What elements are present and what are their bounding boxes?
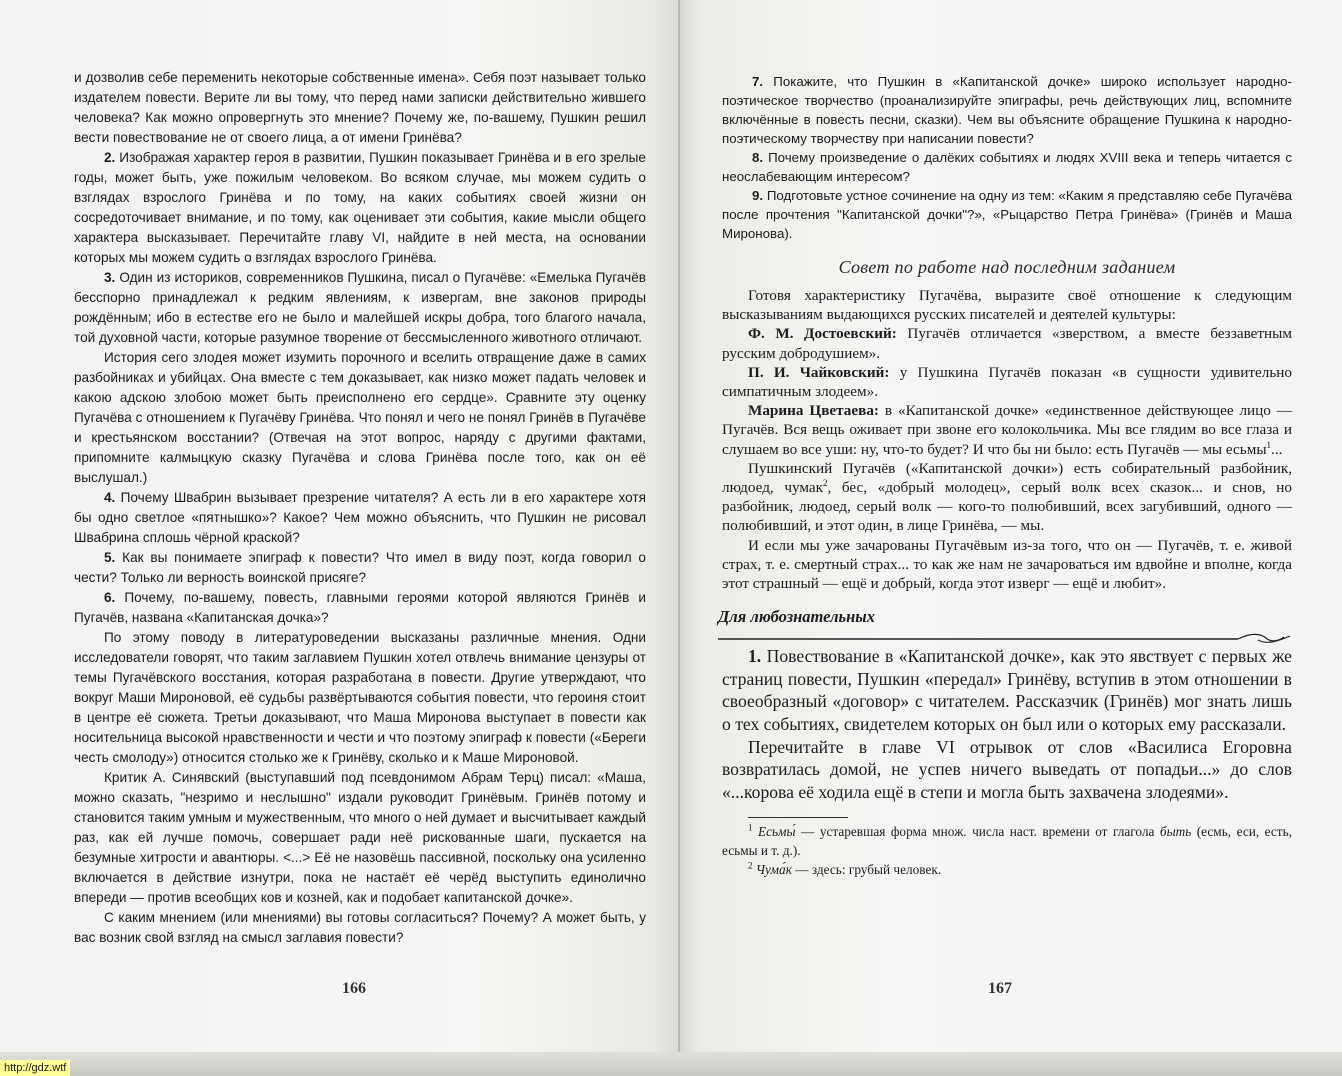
question-text: Почему произведение о далёких событиях и людях XVIII века и теперь читается с неослабевающим интересом? [722, 150, 1292, 184]
footnote-2 [722, 860, 1292, 879]
footnote-mark: 2 [822, 477, 828, 488]
footnote-term: быть [1159, 824, 1192, 840]
left-page-text [74, 68, 646, 948]
paragraph: История сего злодея может изумить порочного и вселить отвращение даже в самих разбойниках и убийцах. Она вместе с тем доказывает, как низко может падать человек и какою адскою злобою может быть преисполнено его сердце». Сравните эту оценку Пугачёва с отношением к Пугачёву Гринёва. Что понял и чего не понял Гринёв в Пугачёве и крестьянском восстании? (Отвечая на этот вопрос, наряду с другими фактами, припомните калмыцкую сказку Пугачёва и слова Гринёва после того, как он её выслушал.) [74, 350, 646, 485]
question-6 [74, 588, 646, 628]
quote-author: Марина Цветаева: [748, 402, 879, 420]
question-text: Подготовьте устное сочинение на одну из тем: «Каким я представляю себе Пугачёва после прочтения "Капитанской дочки"?», «Рыцарство Петра Гринёва» (Гринёв и Маша Миронова). [722, 188, 1292, 241]
question-number: 4. [104, 490, 116, 505]
question-number: 3. [104, 270, 116, 285]
ornament-divider [718, 631, 1292, 645]
question-text: Почему Швабрин вызывает презрение читателя? А есть ли в его характере хотя бы одно светлое «пятнышко»? Какое? Чем можно объяснить, что Пушкин не рисовал Швабрина сплошь чёрной краской? [74, 490, 647, 545]
question-number: 5. [104, 550, 116, 565]
quote-text: Пушкинский Пугачёв («Капитанской дочки») есть собирательный разбойник, людоед, чумак [722, 459, 1292, 497]
footnote-text: — устаревшая форма множ. числа наст. времени от глагола [795, 824, 1160, 840]
quote-text: ... [1271, 440, 1283, 458]
questions-block [722, 72, 1292, 243]
left-page [0, 0, 680, 1060]
footnote-rule [748, 817, 848, 818]
quote-tchaikovsky [722, 363, 1292, 401]
paragraph-text: Повествование в «Капитанской дочке», как это явствует с первых же страниц повести, Пушкин «передал» Гринёву, вступив в этом отношении в своеобразный «договор» с читателем. Рассказчик (Гринёв) мог знать лишь о тех событиях, свидетелем которых он был или о которых ему рассказали. [722, 646, 1292, 735]
question-7 [722, 72, 1292, 148]
question-text: Один из историков, современников Пушкина, писал о Пугачёве: «Емелька Пугачёв бесспорно принадлежал к редким явлениям, к извергам, вне законов природы рождённым; ибо в естестве его не было и малейшей искры добра, того благого начала, той духовной части, которые разумное творение от бессмысленного животного отличают. [74, 270, 646, 345]
paragraph: и дозволив себе переменить некоторые собственные имена». Себя поэт называет только издателем повести. Верите ли вы тому, что перед нами записки действительно жившего человека? Как можно опровергнуть это мнение? Почему же, по-вашему, Пушкин решил вести повествование не от своего лица, а от имени Гринёва? [74, 70, 646, 145]
right-page-text [718, 72, 1293, 879]
footnote-text: — здесь: грубый человек. [791, 862, 942, 878]
question-number: 2. [104, 150, 116, 165]
page-edge-shadow [0, 1052, 1342, 1076]
quote-text: , бес, «добрый молодец», серый волк всех сказок... и снов, но разбойник, людоед, серый волк — кого-то полюбивший, всех загубивший, одного — полюбивший, и этот один, в лице Гринёва, — мы. [722, 479, 1292, 535]
question-9 [722, 186, 1292, 243]
footnote-mark: 1 [1266, 439, 1272, 450]
question-5 [74, 548, 646, 588]
advice-block [722, 286, 1292, 593]
footnote-1 [722, 822, 1292, 860]
curious-block [722, 645, 1292, 803]
paragraph: По этому поводу в литературоведении высказаны различные мнения. Одни исследователи говорят, что таким заглавием Пушкин хотел отвлечь внимание цензуры от темы Пугачёвского восстания, которая разработана в повести. Другие утверждают, что вокруг Маши Мироновой, её судьбы развёртываются события повести, что героиня стоит в центре её сюжета. Третьи доказывают, что Маша Миронова выступает в повести как носительница высокой нравственности и чести и что поэтому эпиграф к повести («Береги честь смолоду») относится столько же к Гринёву, сколько и к Маше Мироновой. [74, 630, 646, 765]
page-number: 166 [342, 980, 366, 997]
paragraph: С каким мнением (или мнениями) вы готовы согласиться? Почему? А может быть, у вас возник свой взгляд на смысл заглавия повести? [74, 910, 646, 945]
paragraph: Готовя характеристику Пугачёва, выразите своё отношение к следующим высказываниям выдающихся русских писателей и деятелей культуры: [722, 287, 1292, 324]
paragraph [722, 459, 1292, 536]
footnote-mark: 2 [748, 860, 753, 871]
question-3 [74, 268, 646, 348]
footnote-text: (есмь, еси, есть, есьмы и т. д.). [722, 824, 1292, 859]
question-number: 8. [752, 150, 764, 165]
quote-text: в «Капитанской дочке» «единственное действующее лицо — Пугачёв. Вся вещь оживает при звоне его колокольчика. Мы все глядим во все глаза и слушаем во все уши: ну, что-то будет? И что бы ни было: есть Пугачёв — мы есьмы [722, 402, 1293, 458]
footnote-term: Чума́к [755, 862, 792, 878]
quote-author: Ф. М. Достоевский: [748, 325, 897, 343]
paragraph: Критик А. Синявский (выступавший под псевдонимом Абрам Терц) писал: «Маша, можно сказать, "незримо и неслышно" издали руководит Гринёвым. Гринёв потому и становится таким умным и мужественным, что много о ней думает и высчитывает каждый раз, как ей лучше помочь, совершает ради неё рискованные шаги, пускается на безумные хитрости и авантюры. <...> Её не назовёшь пассивной, поскольку она усиленно включается в действие изнутри, пока не настаёт её черёд выступить единолично впереди — против всеобщих ков и козней, как и подобает капитанской дочке». [74, 770, 646, 905]
question-text: Изображая характер героя в развитии, Пушкин показывает Гринёва и в его зрелые годы, может быть, уже пожилым человеком. Во всяком случае, мы можем судить о взглядах взрослого Гринёва и по тому, на каких событиях своей жизни он сосредоточивает внимание, и по тому, как оценивает эти события, какие мысли общего характера высказывает. Перечитайте главу VI, найдите в ней места, на основании которых мы можем судить о взглядах взрослого Гринёва. [74, 150, 646, 265]
question-2 [74, 148, 646, 268]
question-8 [722, 148, 1292, 186]
right-page [680, 0, 1342, 1060]
page-number: 167 [988, 980, 1012, 997]
question-number: 9. [752, 188, 764, 203]
footnote-mark: 1 [748, 822, 753, 833]
question-text: Почему, по-вашему, повесть, главными героями которой являются Гринёв и Пугачёв, названа «Капитанская дочка»? [74, 590, 646, 625]
question-number: 6. [104, 590, 116, 605]
footnotes [722, 817, 1292, 879]
question-text: Как вы понимаете эпиграф к повести? Что имел в виду поэт, когда говорил о чести? Только ли верность воинской присяге? [74, 550, 646, 585]
quote-text: Пугачёв отличается «зверством, а вместе беззаветным русским добродушием». [722, 325, 1292, 362]
paragraph: И если мы уже зачарованы Пугачёвым из-за того, что он — Пугачёв, т. е. живой страх, т. е. смертный страх... то как же нам не зачароваться им вдвойне и вполне, когда этот страшный — ещё и добрый, когда этот изверг — ещё и любит». [722, 536, 1292, 593]
quote-dostoevsky [722, 324, 1292, 362]
question-text: Покажите, что Пушкин в «Капитанской дочке» широко использует народно-поэтическое творчество (проанализируйте эпиграфы, речь действующих лиц, вспомните включённые в повесть песни, сказки). Чем вы объясните обращение Пушкина к народно-поэтическому творчеству при написании повести? [722, 74, 1292, 146]
footnote-term: Есьмы́ [757, 824, 796, 840]
paragraph: Перечитайте в главе VI отрывок от слов «Василиса Егоровна возвратилась домой, не успев ничего выведать от попадьи...» до слов «...корова её ходила ещё в степи и могла быть захвачена злодеями». [722, 736, 1292, 802]
question-number: 7. [752, 74, 764, 89]
watermark-link[interactable]: http://gdz.wtf [0, 1060, 70, 1076]
section-heading: Совет по работе над последним заданием [838, 257, 1176, 277]
question-number: 1. [748, 646, 762, 667]
curious-header [718, 605, 1292, 645]
question-4 [74, 488, 646, 548]
quote-author: П. И. Чайковский: [748, 363, 890, 381]
paragraph [722, 645, 1292, 735]
quote-text: у Пушкина Пугачёв показан «в сущности удивительно симпатичным злодеем». [722, 363, 1293, 401]
quote-tsvetaeva [722, 401, 1292, 459]
curious-title: Для любознательных [718, 607, 875, 627]
